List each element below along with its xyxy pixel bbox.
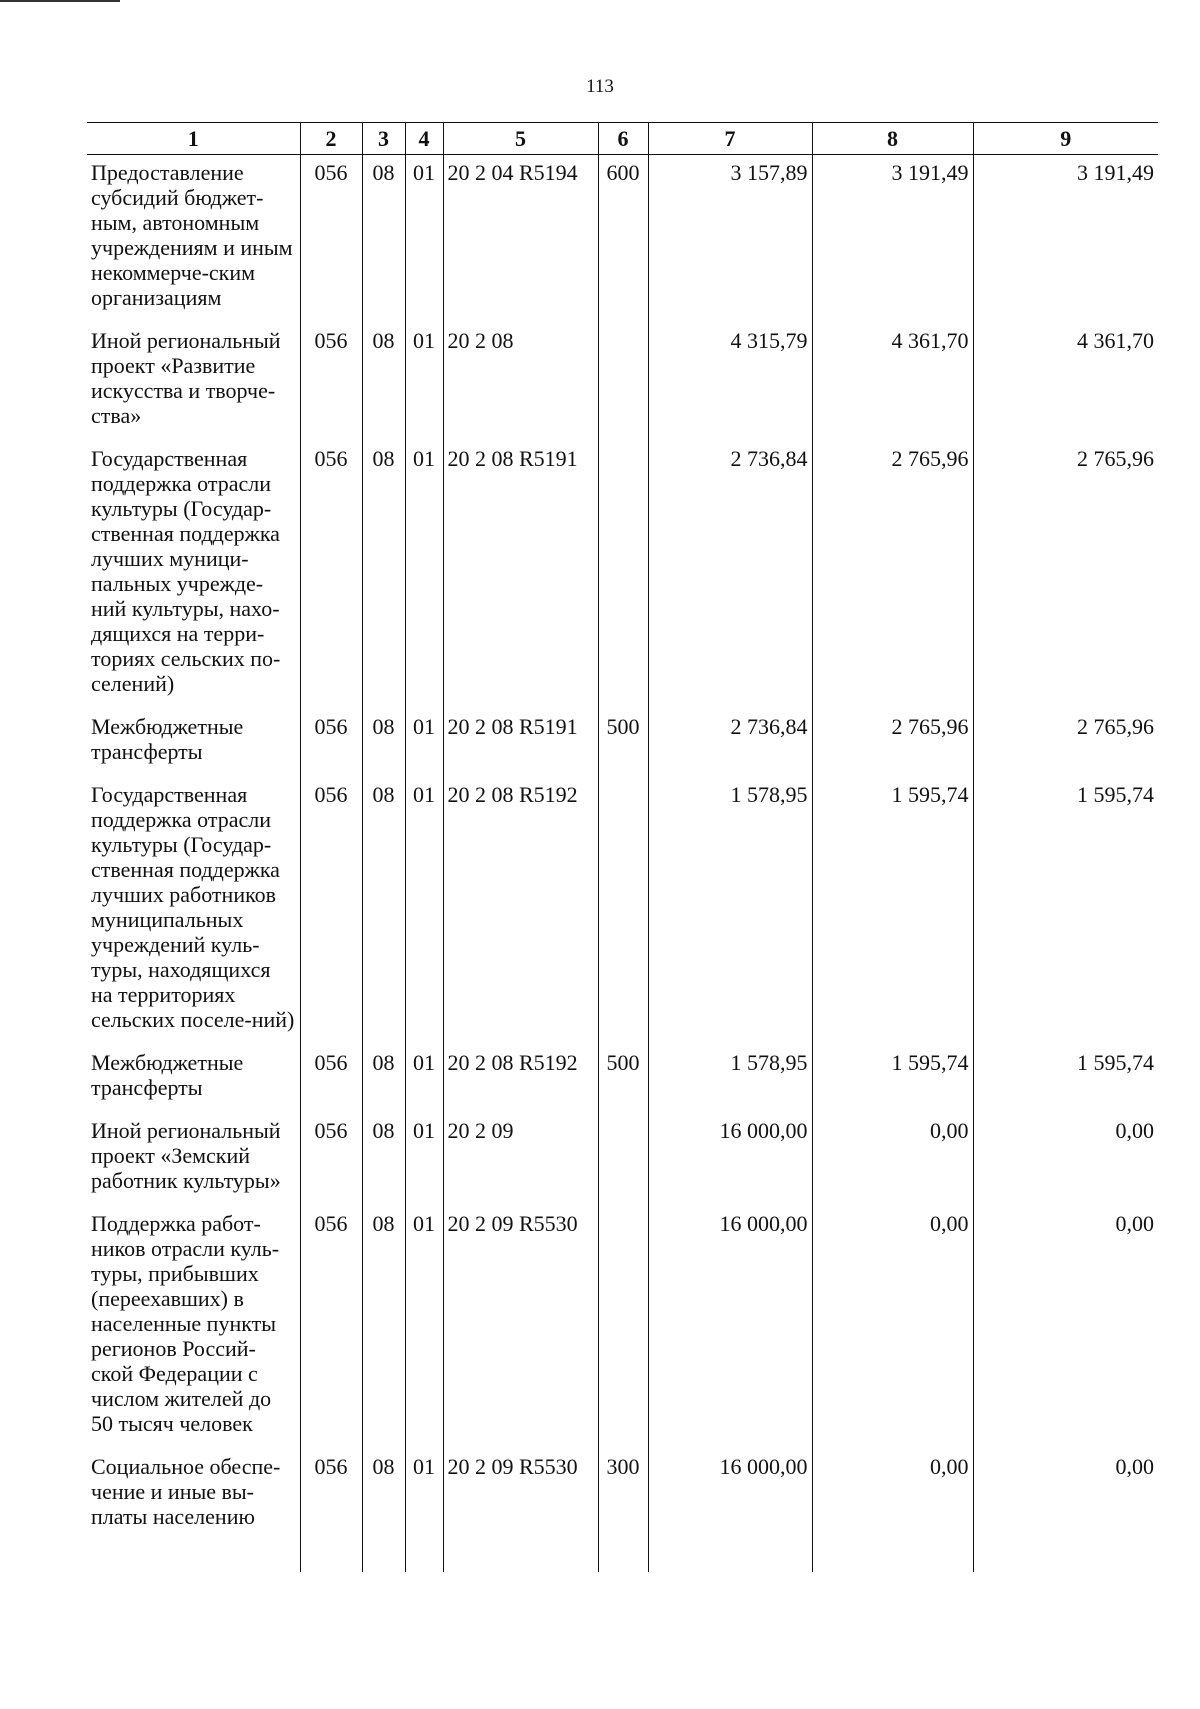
subsection-code: 01 [405, 1206, 443, 1449]
amount-year-3: 3 191,49 [973, 155, 1158, 324]
expense-type-code [598, 441, 648, 709]
expense-type-code: 500 [598, 709, 648, 777]
budget-table [87, 122, 1158, 1572]
column-header: 3 [362, 123, 405, 155]
page-number: 113 [586, 76, 614, 97]
amount-year-3: 0,00 [973, 1113, 1158, 1206]
section-code: 08 [362, 1449, 405, 1542]
scan-edge-line [0, 0, 120, 2]
table-continuation [87, 1542, 1158, 1572]
amount-year-1: 16 000,00 [648, 1449, 812, 1542]
amount-year-1: 1 578,95 [648, 777, 812, 1045]
ministry-code: 056 [300, 1449, 362, 1542]
column-header: 6 [598, 123, 648, 155]
column-header: 5 [443, 123, 598, 155]
table-row [87, 1449, 1158, 1542]
ministry-code: 056 [300, 777, 362, 1045]
amount-year-2: 2 765,96 [812, 441, 973, 709]
section-code: 08 [362, 1113, 405, 1206]
ministry-code: 056 [300, 323, 362, 441]
section-code: 08 [362, 709, 405, 777]
table-header-row [87, 123, 1158, 155]
target-article-code: 20 2 08 R5192 [443, 777, 598, 1045]
ministry-code: 056 [300, 709, 362, 777]
expense-type-code: 600 [598, 155, 648, 324]
table-row [87, 441, 1158, 709]
amount-year-3: 1 595,74 [973, 1045, 1158, 1113]
section-code: 08 [362, 1206, 405, 1449]
target-article-code: 20 2 08 R5191 [443, 441, 598, 709]
table-row [87, 1045, 1158, 1113]
table-row [87, 1206, 1158, 1449]
amount-year-3: 1 595,74 [973, 777, 1158, 1045]
expense-type-code: 500 [598, 1045, 648, 1113]
column-header: 9 [973, 123, 1158, 155]
subsection-code: 01 [405, 323, 443, 441]
amount-year-2: 2 765,96 [812, 709, 973, 777]
target-article-code: 20 2 08 R5192 [443, 1045, 598, 1113]
amount-year-1: 2 736,84 [648, 709, 812, 777]
expense-type-code [598, 777, 648, 1045]
amount-year-2: 0,00 [812, 1206, 973, 1449]
row-name: Социальное обеспе-чение и иные вы-платы населению [87, 1449, 300, 1542]
table-row [87, 709, 1158, 777]
table-row [87, 155, 1158, 324]
column-header: 4 [405, 123, 443, 155]
row-name: Поддержка работ-ников отрасли куль-туры, прибывших (переехавших) в населенные пункты регионов Россий-ской Федерации с числом жителей до 50 тысяч человек [87, 1206, 300, 1449]
expense-type-code [598, 323, 648, 441]
section-code: 08 [362, 1045, 405, 1113]
amount-year-3: 0,00 [973, 1206, 1158, 1449]
subsection-code: 01 [405, 1113, 443, 1206]
ministry-code: 056 [300, 1113, 362, 1206]
target-article-code: 20 2 04 R5194 [443, 155, 598, 324]
amount-year-3: 0,00 [973, 1449, 1158, 1542]
expense-type-code [598, 1206, 648, 1449]
row-name: Иной региональный проект «Земский работник культуры» [87, 1113, 300, 1206]
section-code: 08 [362, 323, 405, 441]
expense-type-code [598, 1113, 648, 1206]
section-code: 08 [362, 155, 405, 324]
subsection-code: 01 [405, 155, 443, 324]
subsection-code: 01 [405, 1449, 443, 1542]
ministry-code: 056 [300, 1206, 362, 1449]
table-row [87, 1113, 1158, 1206]
amount-year-1: 3 157,89 [648, 155, 812, 324]
ministry-code: 056 [300, 155, 362, 324]
subsection-code: 01 [405, 777, 443, 1045]
column-header: 1 [87, 123, 300, 155]
amount-year-1: 4 315,79 [648, 323, 812, 441]
section-code: 08 [362, 441, 405, 709]
amount-year-3: 2 765,96 [973, 709, 1158, 777]
target-article-code: 20 2 09 [443, 1113, 598, 1206]
section-code: 08 [362, 777, 405, 1045]
subsection-code: 01 [405, 1045, 443, 1113]
amount-year-2: 3 191,49 [812, 155, 973, 324]
column-header: 2 [300, 123, 362, 155]
column-header: 8 [812, 123, 973, 155]
row-name: Иной региональный проект «Развитие искусства и творче-ства» [87, 323, 300, 441]
amount-year-1: 1 578,95 [648, 1045, 812, 1113]
table-row [87, 323, 1158, 441]
table-row [87, 777, 1158, 1045]
subsection-code: 01 [405, 441, 443, 709]
ministry-code: 056 [300, 441, 362, 709]
row-name: Государственная поддержка отрасли культуры (Государ-ственная поддержка лучших муници-пальных учрежде-ний культуры, нахо-дящихся на терри-ториях сельских по-селений) [87, 441, 300, 709]
amount-year-2: 4 361,70 [812, 323, 973, 441]
amount-year-2: 1 595,74 [812, 777, 973, 1045]
row-name: Межбюджетные трансферты [87, 709, 300, 777]
target-article-code: 20 2 09 R5530 [443, 1449, 598, 1542]
amount-year-3: 4 361,70 [973, 323, 1158, 441]
amount-year-2: 1 595,74 [812, 1045, 973, 1113]
amount-year-1: 16 000,00 [648, 1113, 812, 1206]
row-name: Межбюджетные трансферты [87, 1045, 300, 1113]
ministry-code: 056 [300, 1045, 362, 1113]
target-article-code: 20 2 08 [443, 323, 598, 441]
target-article-code: 20 2 09 R5530 [443, 1206, 598, 1449]
column-header: 7 [648, 123, 812, 155]
target-article-code: 20 2 08 R5191 [443, 709, 598, 777]
amount-year-2: 0,00 [812, 1113, 973, 1206]
amount-year-3: 2 765,96 [973, 441, 1158, 709]
subsection-code: 01 [405, 709, 443, 777]
row-name: Государственная поддержка отрасли культуры (Государ-ственная поддержка лучших работников муниципальных учреждений куль-туры, находящихся на территориях сельских поселе-ний) [87, 777, 300, 1045]
expense-type-code: 300 [598, 1449, 648, 1542]
amount-year-1: 16 000,00 [648, 1206, 812, 1449]
amount-year-1: 2 736,84 [648, 441, 812, 709]
row-name: Предоставление субсидий бюджет-ным, автономным учреждениям и иным некоммерче-ским организациям [87, 155, 300, 324]
amount-year-2: 0,00 [812, 1449, 973, 1542]
